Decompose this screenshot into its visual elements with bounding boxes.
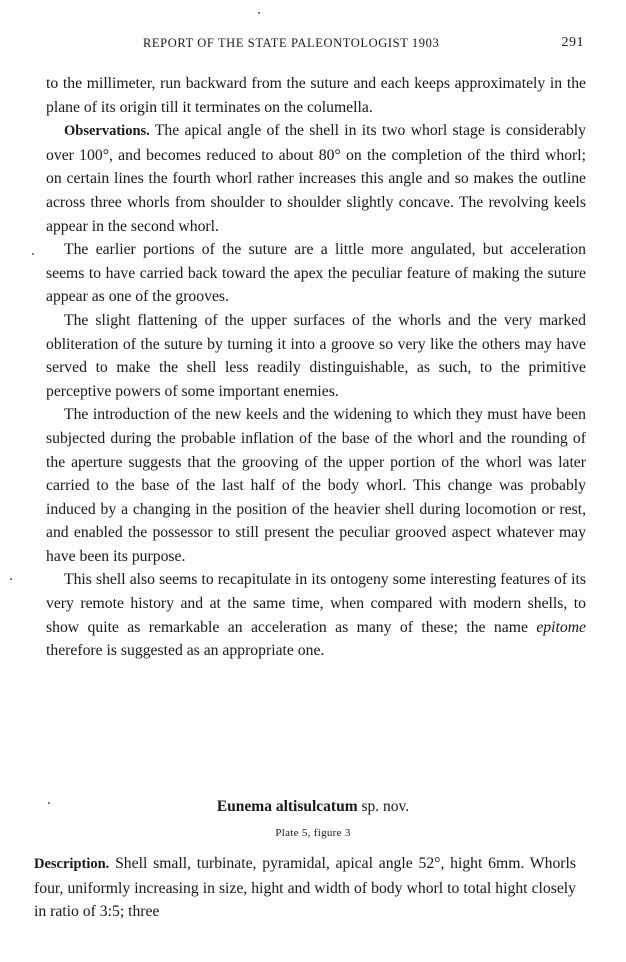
species-heading — [0, 798, 626, 816]
paragraph-description — [34, 852, 576, 924]
observations-heading: Observations. — [64, 123, 150, 140]
paragraph-flattening — [46, 309, 586, 403]
paragraph-text: Shell small, turbinate, pyramidal, apical angle 52°, hight 6mm. Whorls four, uniformly increasing in size, hight and width of body whorl to total hight closely in ratio of 3:5; three — [34, 855, 576, 920]
running-title: REPORT OF THE STATE PALEONTOLOGIST 1903 — [143, 36, 440, 50]
species-suffix: sp. nov. — [357, 798, 410, 815]
body-text — [46, 72, 586, 663]
scan-speck — [258, 12, 260, 14]
paragraph-observations — [46, 119, 586, 238]
paragraph-suture — [46, 238, 586, 309]
description-section — [34, 852, 576, 924]
plate-reference: Plate 5, figure 3 — [275, 827, 351, 839]
scan-speck — [48, 802, 50, 804]
paragraph-text: The earlier portions of the suture are a little more angulated, but acceleration seems to have carried back toward the apex the peculiar feature of making the suture appear as one of the grooves. — [46, 241, 586, 306]
paragraph-recapitulate — [46, 568, 586, 662]
scan-speck — [10, 578, 12, 580]
species-name: Eunema altisulcatum — [216, 798, 358, 815]
running-head — [48, 36, 584, 56]
paragraph-text-end: therefore is suggested as an appropriate one. — [46, 642, 325, 660]
scan-speck — [32, 253, 34, 255]
page-number: 291 — [561, 35, 584, 50]
paragraph-text: to the millimeter, run backward from the suture and each keeps approximately in the plane of its origin till it terminates on the columella. — [46, 75, 586, 116]
description-heading: Description. — [34, 856, 110, 872]
paragraph-continuation — [46, 72, 586, 119]
paragraph-text: The slight flattening of the upper surfaces of the whorls and the very marked obliteration of the suture by turning it into a groove so very like the others may have served to make the shell less readily distinguishable, as such, to the primitive perceptive powers of some important enemies. — [46, 311, 586, 400]
paragraph-text: The introduction of the new keels and the widening to which they must have been subjected during the probable inflation of the base of the whorl and the rounding of the aperture suggests that the grooving of the upper portion of the whorl was later carried to the base of the last half of the body whorl. This change was probably induced by a changing in the position of the heavier shell during locomotion or rest, and enabled the possessor to still present the peculiar grooved aspect whatever may have been its purpose. — [46, 406, 586, 565]
paragraph-text: The apical angle of the shell in its two whorl stage is considerably over 100°, and becomes reduced to about 80° on the completion of the third whorl; on certain lines the fourth whorl rather increases this angle and so makes the outline across three whorls from shoulder to shoulder slightly concave. The revolving keels appear in the second whorl. — [46, 122, 586, 235]
epitome-term: epitome — [536, 618, 586, 636]
paragraph-text: This shell also seems to recapitulate in its ontogeny some interesting features of its very remote history and at the same time, when compared with modern shells, to show quite as remarkable an acceleration as many of these; the name — [46, 571, 586, 636]
paragraph-keels — [46, 403, 586, 568]
